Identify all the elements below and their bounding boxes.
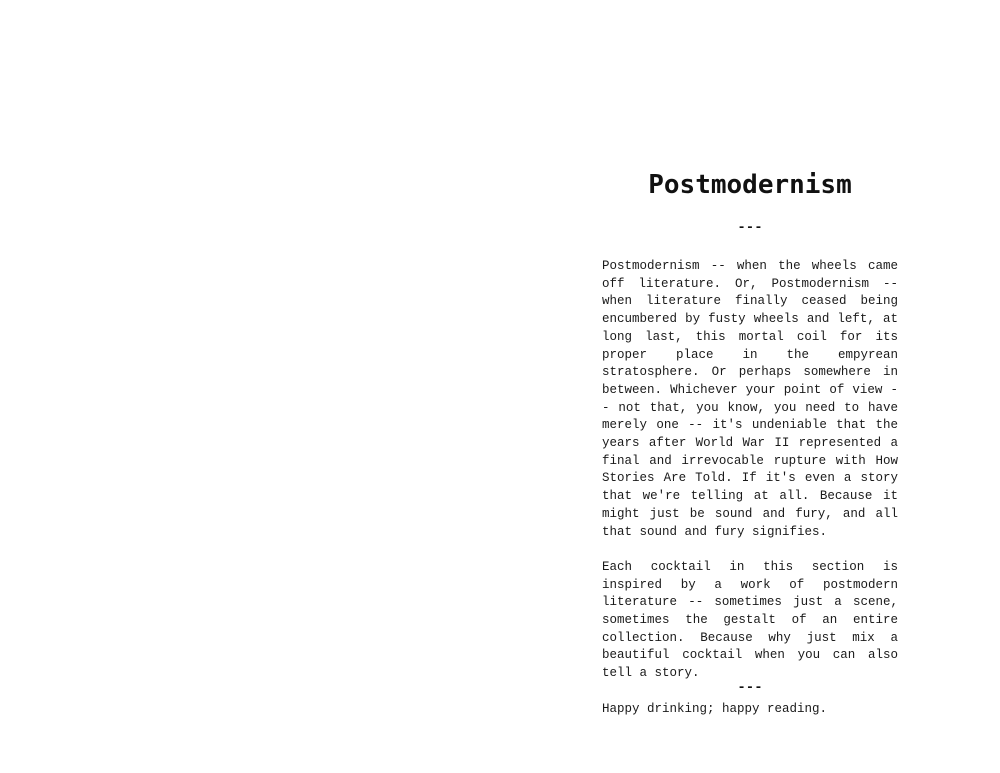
right-page: [500, 0, 1000, 773]
paragraph-cocktails: Each cocktail in this section is inspired by a work of postmodern literature -- sometimes just a scene, sometimes the gestalt of an entire collection. Because why just mix a beautiful cocktail when you can also tell a story.: [602, 559, 898, 681]
paragraph-intro: Postmodernism -- when the wheels came off literature. Or, Postmodernism -- when literature finally ceased being encumbered by fusty wheels and left, at long last, this mortal coil for its proper place in the empyrean stratosphere. Or perhaps somewhere in between. Whichever your point of view -- not that, you know, you need to have merely one -- it's undeniable that the years after World War II represented a final and irrevocable rupture with How Stories Are Told. If it's even a story that we're telling at all. Because it might just be sound and fury, and all that sound and fury signifies.: [602, 259, 898, 539]
divider-top: ---: [737, 220, 763, 236]
paragraph-closing: Happy drinking; happy reading.: [602, 701, 828, 716]
divider-bottom: ---: [737, 680, 763, 696]
chapter-title: Postmodernism: [648, 170, 852, 200]
chapter-intro-text: [602, 258, 898, 718]
